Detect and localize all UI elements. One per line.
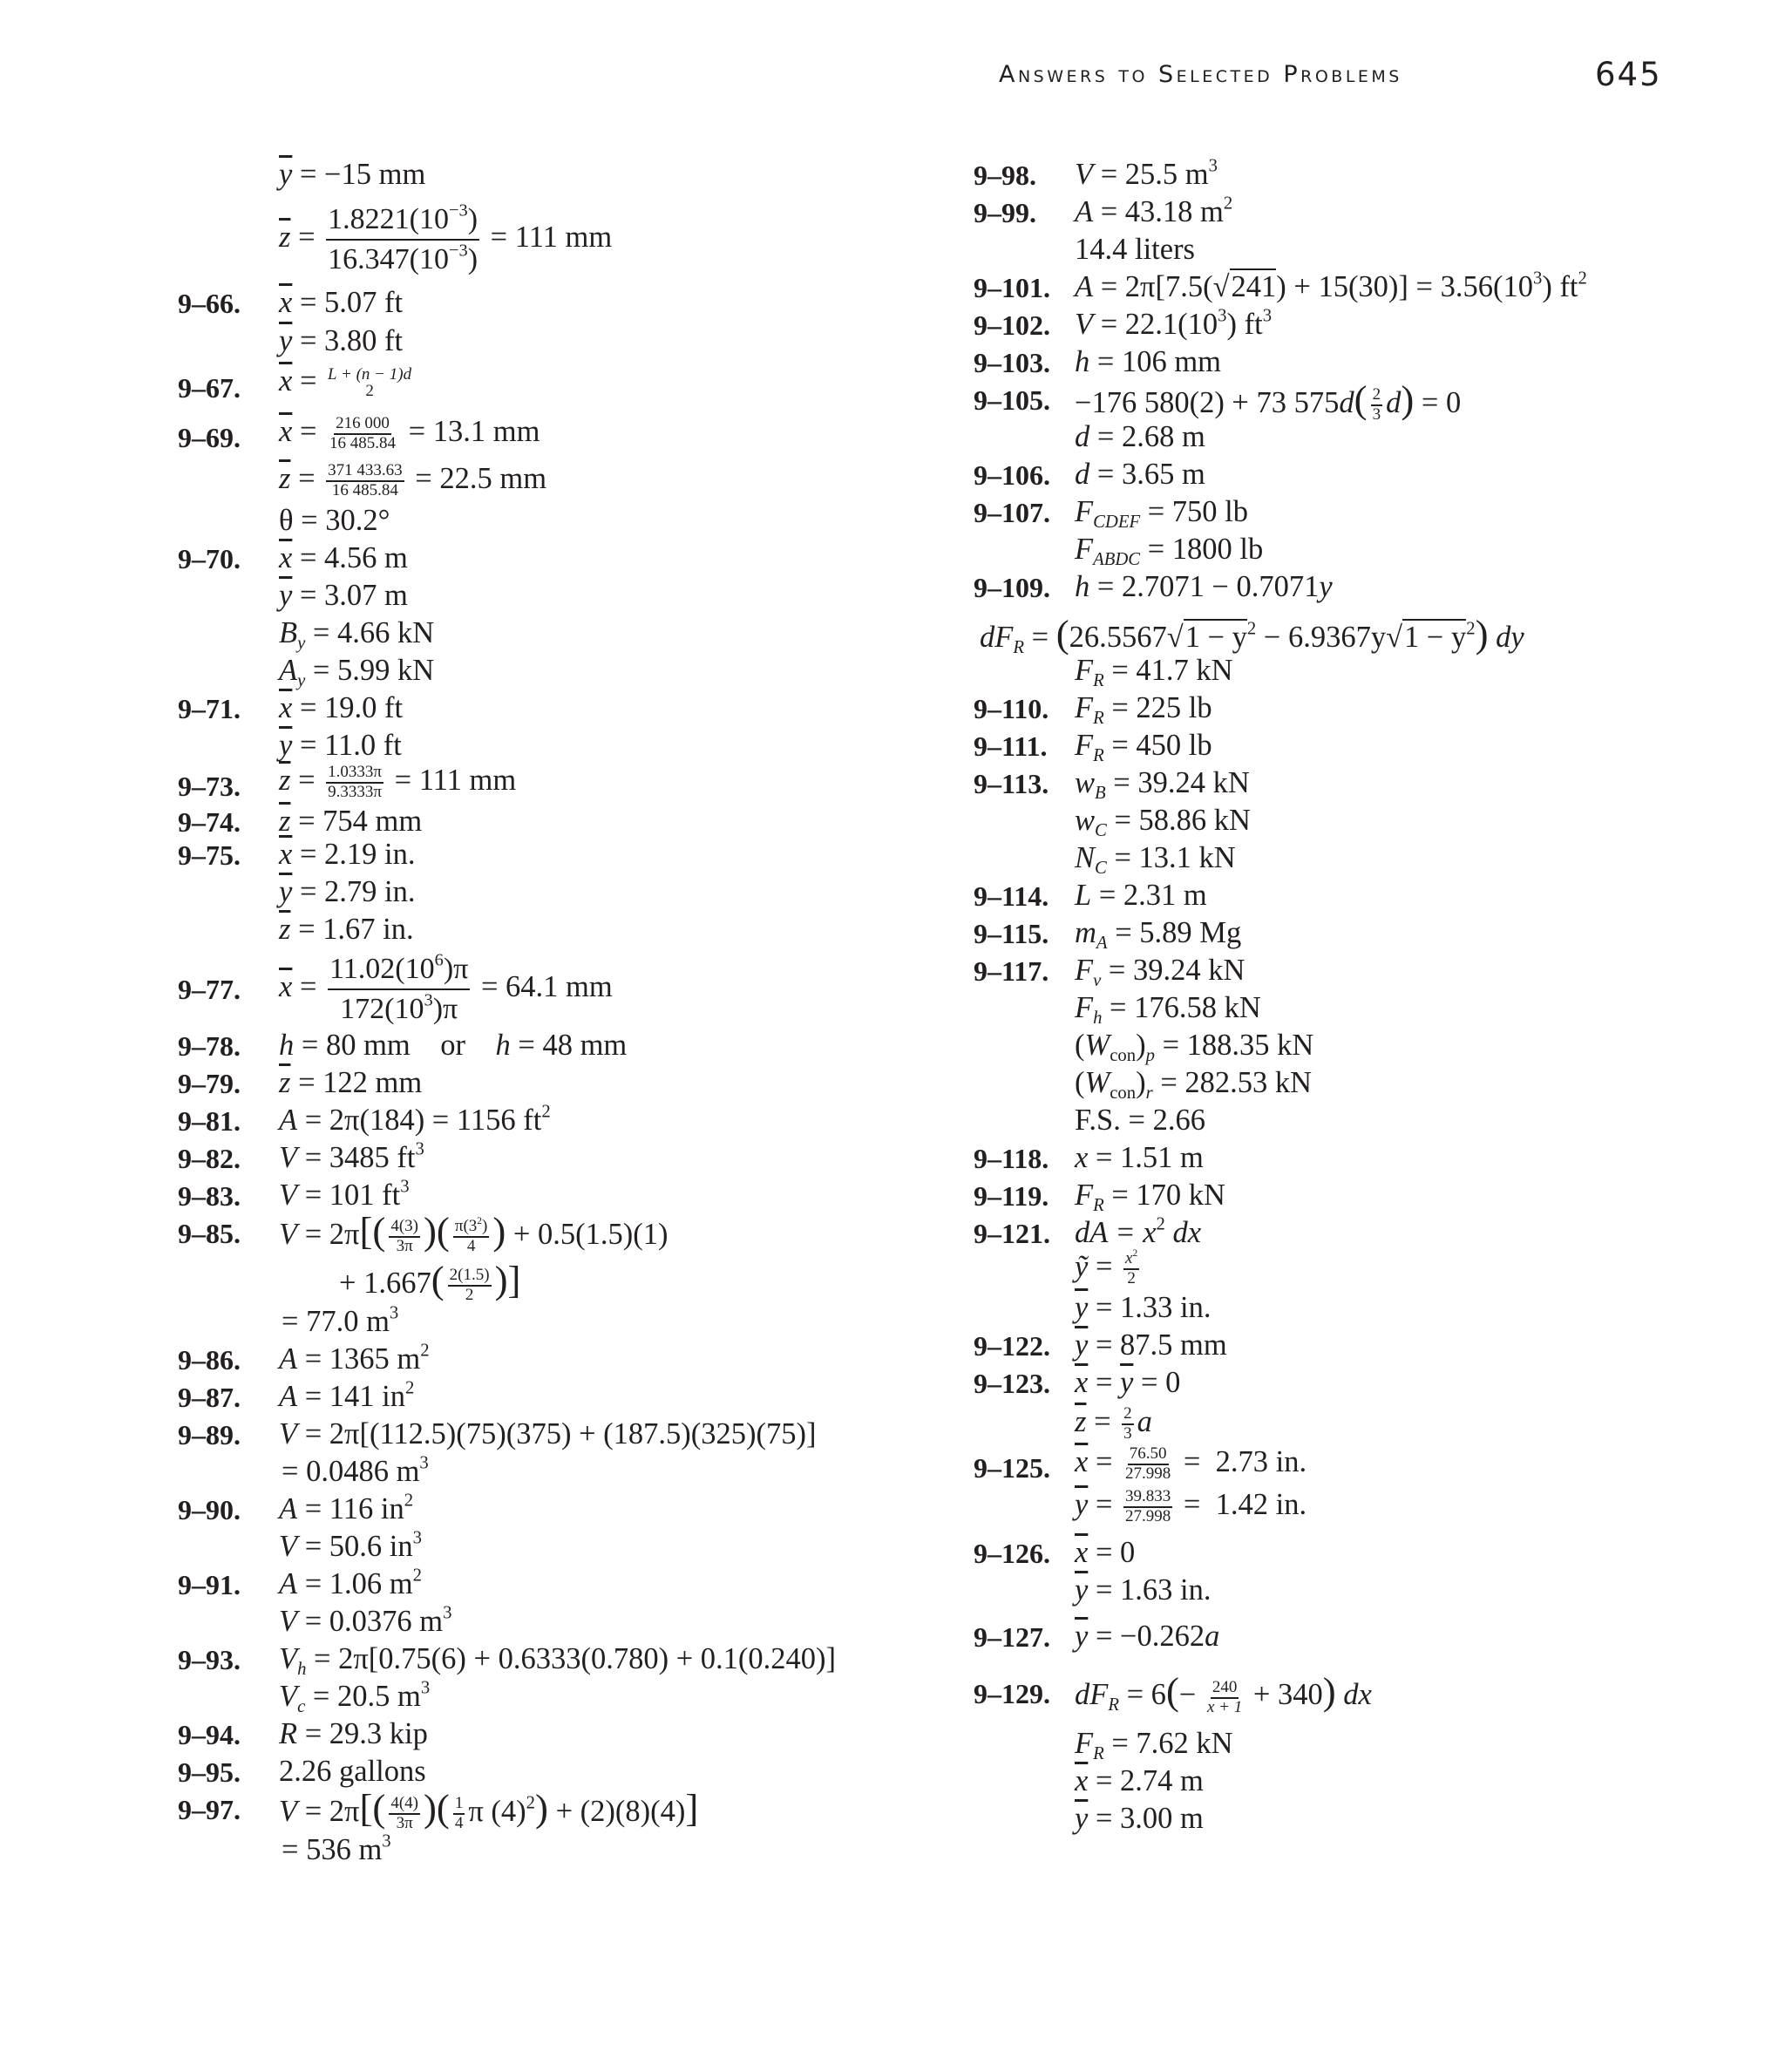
problem-number: 9–78. [178,1030,241,1062]
problem-number: 9–67. [178,372,241,404]
problem-number: 9–122. [974,1330,1050,1362]
answer-line: $F_R = 450$ lb [1075,729,1212,766]
problem-number: 9–91. [178,1569,241,1600]
answer-line: $\overline{y} = -0.262a$ [1075,1620,1220,1653]
answer-line: $F_R = 7.62$ kN [1075,1727,1233,1764]
answer-line: $B_y = 4.66$ kN [279,616,435,654]
problem-number: 9–77. [178,974,241,1005]
problem-number: 9–75. [178,839,241,871]
answer-line: $F_R = 170$ kN [1075,1179,1225,1216]
problem-number: 9–127. [974,1621,1050,1653]
answer-line: = 77.0 $m^3$ [282,1303,399,1338]
answer-line: $w_B = 39.24$ kN [1075,766,1250,804]
problem-number: 9–115. [974,918,1049,949]
problem-number: 9–102. [974,309,1050,341]
answer-line: V = 25.5 $m^3$ [1075,156,1218,191]
answer-line: V = 101 $ft^3$ [279,1177,410,1212]
answer-line: $\overline{x} = 0$ [1075,1536,1136,1569]
problem-number: 9–81. [178,1105,241,1137]
answer-line: dA = $x^2$ dx [1075,1214,1202,1249]
answer-line: A = 1.06 $m^2$ [279,1566,422,1600]
problem-number: 9–121. [974,1218,1050,1249]
answer-line: = 0.0486 $m^3$ [282,1453,429,1488]
answer-line: 2.26 gallons [279,1755,426,1788]
answer-line: $V_h = 2\pi[0.75(6) + 0.6333(0.780) + 0.1(0.240)]$ [279,1642,836,1680]
answer-line: $\overline{y} = 3.00$ m [1075,1802,1204,1835]
answer-line: $\overline{z}$ = $\frac{1.8221(10^{-3})}{16.347(10^{-3})}$ = 111 mm [279,200,613,276]
answer-line: $\overline{x} = 19.0$ ft [279,691,404,724]
answer-line: h = 80 mm or h = 48 mm [279,1029,628,1062]
answer-line: $\overline{y} = 2.79$ in. [279,875,416,908]
problem-number: 9–79. [178,1068,241,1099]
problem-number: 9–129. [974,1678,1050,1709]
answer-line: $\overline{x} = 2.19$ in. [279,838,416,871]
problem-number: 9–86. [178,1344,241,1376]
answer-line: R = 29.3 kip [279,1717,428,1750]
problem-number: 9–105. [974,384,1050,416]
problem-number: 9–125. [974,1452,1050,1484]
answer-line: L = 2.31 m [1075,879,1207,912]
answer-line: A = 2π(184) = 1156 $ft^2$ [279,1102,551,1137]
answer-line: $(W_{con})_r = 282.53$ kN [1075,1066,1313,1104]
answer-line: $\overline{y}$ = $\frac{39.833}{27.998}$ = 1.42 in. [1075,1487,1307,1525]
answer-line: d = 2.68 m [1075,420,1205,453]
answer-line: θ = 30.2° [279,504,390,537]
answer-line: A = 141 $in^2$ [279,1378,415,1413]
answer-line: $\overline{z} = 122$ mm [279,1066,423,1099]
answer-line: h = 106 mm [1075,345,1222,378]
answer-line: $F_R = 41.7$ kN [1075,654,1233,691]
answer-line: $\overline{y} = 1.63$ in. [1075,1573,1211,1607]
problem-number: 9–110. [974,693,1049,724]
problem-number: 9–93. [178,1644,241,1675]
problem-number: 9–101. [974,272,1050,303]
answer-line: $dF_R = (26.5567√1 - y^2 - 6.9367y√1 - y^2)$ dy [980,612,1524,658]
problem-number: 9–126. [974,1538,1050,1569]
answer-line: V = 2π[( $\frac{4(3)}{3\pi}$ )( $\frac{\pi(3^2)}{4}$ ) + 0.5(1.5)(1) [279,1209,669,1256]
answer-line: x = 1.51 m [1075,1141,1204,1174]
answer-line: V = 2π[(112.5)(75)(375) + (187.5)(325)(75)] [279,1417,817,1450]
answer-line: 14.4 liters [1075,233,1195,266]
answer-line: V = 3485 $ft^3$ [279,1139,424,1174]
answer-line: $V = 22.1(10^3)$ $ft^3$ [1075,306,1273,341]
problem-number: 9–97. [178,1794,241,1825]
answer-line: $F_R = 225$ lb [1075,691,1212,729]
answer-line: h = 2.7071 − 0.7071y [1075,570,1333,603]
answer-line: $\overline{x} = 2.74$ m [1075,1764,1204,1797]
answer-line: $\overline{z}$ = $\frac{371 433.63}{16 485.84}$ = 22.5 mm [279,461,547,499]
answer-line: $\overline{x} = \overline{y} = 0$ [1075,1366,1181,1399]
answer-line: $m_A = 5.89$ Mg [1075,916,1242,954]
answer-line: $F_v = 39.24$ kN [1075,954,1245,991]
answer-line: $dF_R = 6(-$ $\frac{240}{x + 1}$ + 340) dx [1075,1669,1372,1717]
running-title: Answers to Selected Problems [999,61,1402,88]
answer-line: $\overline{z}$ = $\frac{1.0333\pi}{9.3333\pi}$ = 111 mm [279,763,517,801]
problem-number: 9–71. [178,693,241,724]
answer-line: A = 116 $in^2$ [279,1491,414,1525]
problem-number: 9–73. [178,771,241,802]
problem-number: 9–85. [178,1218,241,1249]
answer-line: $F_h = 176.58$ kN [1075,991,1261,1029]
problem-number: 9–70. [178,543,241,574]
answer-line: $\overline{z} = 754$ mm [279,805,423,838]
answer-line: V = 2π[( $\frac{4(4)}{3\pi}$ )( $\frac{1}{4}$ π $(4)^2) + (2)(8)(4)$] [279,1786,699,1833]
answer-line: $\overline{y} = -15$ mm [279,158,426,191]
answer-line: A = 43.18 $m^2$ [1075,194,1233,228]
answer-line: $N_C = 13.1$ kN [1075,841,1236,879]
answer-line: $w_C = 58.86$ kN [1075,804,1251,841]
problem-number: 9–109. [974,572,1050,603]
answer-line: $\overline{y} = 87.5$ mm [1075,1328,1227,1362]
answer-line: −176 580(2) + 73 575d( $\frac{2}{3}$ d) = 0 [1075,377,1462,425]
problem-number: 9–106. [974,459,1050,491]
page-number: 645 [1595,56,1662,93]
answer-line: A = 1365 $m^2$ [279,1341,430,1376]
answer-line: V = 0.0376 $m^3$ [279,1603,452,1638]
answer-line: $\overline{x} = 5.07$ ft [279,286,404,319]
problem-number: 9–69. [178,422,241,453]
answer-line: $\overline{z}$ = $\frac{2}{3}$ a [1075,1404,1152,1443]
answer-line: d = 3.65 m [1075,458,1205,491]
answer-line: $F_{ABDC} = 1800$ lb [1075,533,1264,570]
problem-number: 9–123. [974,1368,1050,1399]
problem-number: 9–83. [178,1180,241,1212]
answer-line: ỹ = $\frac{x^2}{2}$ [1075,1248,1138,1287]
problem-number: 9–103. [974,347,1050,378]
answer-line: $A = 2\pi[7.5(√241) + 15(30)] = 3.56(10^3)$ $ft^2$ [1075,268,1587,303]
problem-number: 9–113. [974,768,1049,799]
problem-number: 9–94. [178,1719,241,1750]
problem-number: 9–66. [178,288,241,319]
answer-line: = 536 $m^3$ [282,1831,391,1866]
answer-line: $\overline{y} = 11.0$ ft [279,729,402,762]
answer-line: $A_y = 5.99$ kN [279,654,435,691]
problem-number: 9–118. [974,1143,1049,1174]
problem-number: 9–98. [974,160,1036,191]
answer-line: $\overline{x}$ = L + (n − 1)d 2 [279,364,412,401]
problem-number: 9–119. [974,1180,1049,1212]
problem-number: 9–114. [974,880,1049,912]
answer-line: $\overline{y} = 3.07$ m [279,579,408,612]
answer-line: $\overline{z} = 1.67$ in. [279,913,414,946]
problem-number: 9–95. [178,1756,241,1788]
problem-number: 9–90. [178,1494,241,1525]
problem-number: 9–74. [178,806,241,838]
problem-number: 9–87. [178,1382,241,1413]
answer-line: $\overline{y} = 3.80$ ft [279,324,404,357]
answer-line: $\overline{y} = 1.33$ in. [1075,1291,1211,1324]
answer-line: F.S. = 2.66 [1075,1104,1205,1137]
answer-line: $(W_{con})_p = 188.35$ kN [1075,1029,1314,1066]
answer-line: $\overline{x}$ = $\frac{76.50}{27.998}$ = 2.73 in. [1075,1444,1307,1483]
answer-line: $\overline{x}$ = $\frac{216 000}{16 485.84}$ = 13.1 mm [279,414,540,452]
problem-number: 9–107. [974,497,1050,528]
problem-number: 9–99. [974,197,1036,228]
problem-number: 9–82. [178,1143,241,1174]
problem-number: 9–117. [974,955,1049,987]
answer-line: $F_{CDEF} = 750$ lb [1075,495,1249,533]
problem-number: 9–111. [974,730,1048,762]
answer-line: $\overline{x}$ = $\frac{11.02(10^6)\pi}{172(10^3)\pi}$ = 64.1 mm [279,950,613,1026]
problem-number: 9–89. [178,1419,241,1450]
answer-line: $V_c = 20.5$ $m^3$ [279,1678,431,1717]
answer-line: + 1.667( $\frac{2(1.5)}{2}$ )] [339,1258,521,1305]
answer-line: V = 50.6 $in^3$ [279,1528,422,1563]
answer-line: $\overline{x} = 4.56$ m [279,541,408,574]
